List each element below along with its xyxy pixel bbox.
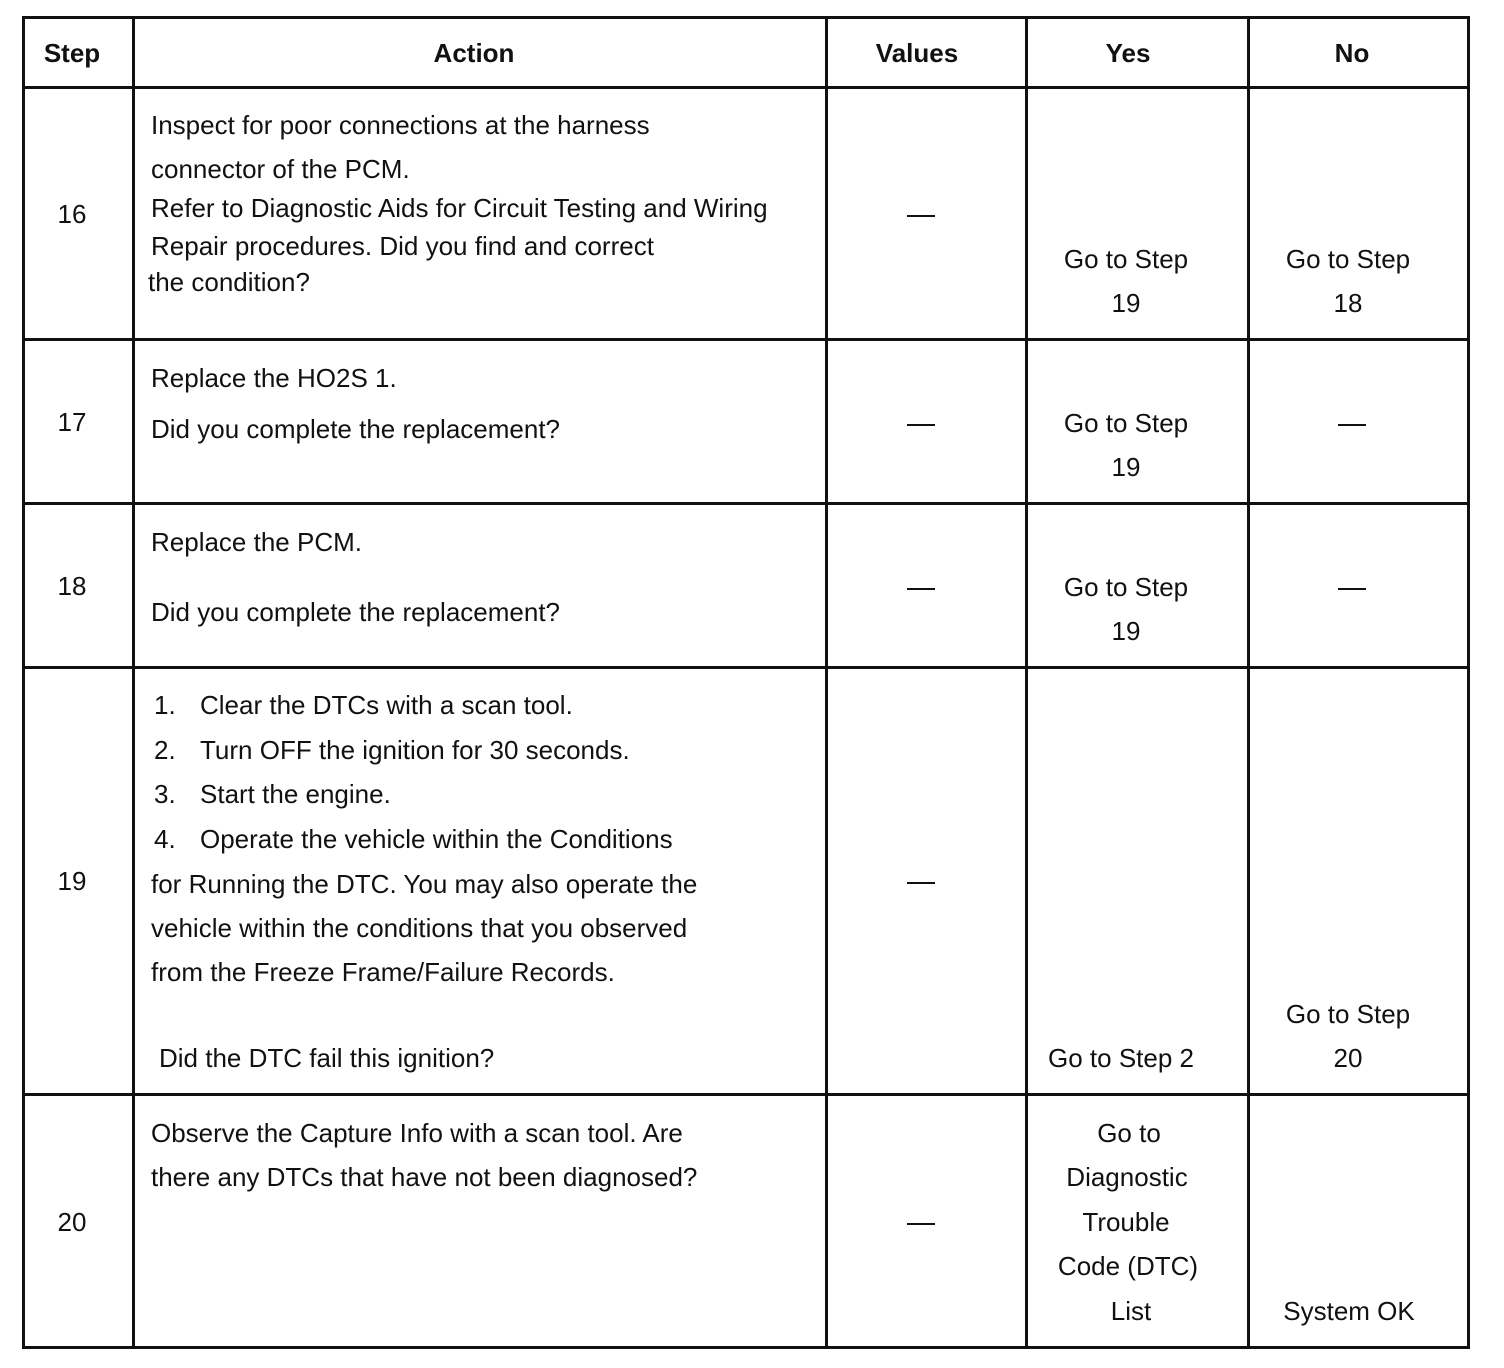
values-dash xyxy=(907,588,935,590)
action-text: vehicle within the conditions that you observed xyxy=(151,913,688,943)
list-number: 1. xyxy=(154,690,176,720)
rule xyxy=(22,502,1470,505)
action-text: there any DTCs that have not been diagnosed? xyxy=(151,1162,698,1192)
list-item: Clear the DTCs with a scan tool. xyxy=(200,690,573,720)
action-text: for Running the DTC. You may also operate the xyxy=(151,869,698,899)
action-text: Refer to Diagnostic Aids for Circuit Testing and Wiring xyxy=(151,193,768,223)
step-number: 19 xyxy=(57,866,87,896)
no-text: 18 xyxy=(1333,288,1363,318)
list-number: 3. xyxy=(154,779,176,809)
header-step: Step xyxy=(43,38,101,68)
yes-text: Go to xyxy=(1097,1118,1161,1148)
yes-text: 19 xyxy=(1111,616,1141,646)
rule xyxy=(1467,16,1470,1349)
rule xyxy=(22,338,1470,341)
step-number: 17 xyxy=(57,407,87,437)
action-text: Did you complete the replacement? xyxy=(151,414,561,444)
rule xyxy=(22,16,1470,19)
values-dash xyxy=(907,1223,935,1225)
yes-text: Go to Step xyxy=(1063,244,1189,274)
yes-text: 19 xyxy=(1111,288,1141,318)
yes-text: Diagnostic xyxy=(1066,1162,1188,1192)
rule xyxy=(22,666,1470,669)
rule xyxy=(132,16,135,1349)
rule xyxy=(22,86,1470,89)
header-no: No xyxy=(1334,38,1370,68)
no-text: System OK xyxy=(1283,1296,1415,1326)
action-text: from the Freeze Frame/Failure Records. xyxy=(151,957,615,987)
values-dash xyxy=(907,215,935,217)
rule xyxy=(22,16,25,1349)
list-item: Turn OFF the ignition for 30 seconds. xyxy=(200,735,630,765)
yes-text: Code (DTC) xyxy=(1057,1251,1199,1281)
header-action: Action xyxy=(433,38,515,68)
header-yes: Yes xyxy=(1105,38,1151,68)
yes-text: Go to Step xyxy=(1063,572,1189,602)
rule xyxy=(22,1093,1470,1096)
list-number: 2. xyxy=(154,735,176,765)
rule xyxy=(22,1346,1470,1349)
rule xyxy=(1025,16,1028,1349)
action-text: connector of the PCM. xyxy=(151,154,410,184)
step-number: 16 xyxy=(57,199,87,229)
step-number: 20 xyxy=(57,1207,87,1237)
yes-text: List xyxy=(1110,1296,1152,1326)
values-dash xyxy=(907,882,935,884)
action-text: Inspect for poor connections at the harness xyxy=(151,110,650,140)
action-text: the condition? xyxy=(148,267,310,297)
action-text: Repair procedures. Did you find and correct xyxy=(151,231,654,261)
action-text: Did you complete the replacement? xyxy=(151,597,561,627)
action-text: Replace the HO2S 1. xyxy=(151,363,397,393)
list-item: Start the engine. xyxy=(200,779,391,809)
values-dash xyxy=(907,424,935,426)
yes-text: Trouble xyxy=(1082,1207,1170,1237)
action-text: Observe the Capture Info with a scan tool. Are xyxy=(151,1118,683,1148)
no-dash xyxy=(1338,588,1366,590)
step-number: 18 xyxy=(57,571,87,601)
rule xyxy=(825,16,828,1349)
yes-text: Go to Step xyxy=(1063,408,1189,438)
list-item: Operate the vehicle within the Conditions xyxy=(200,824,673,854)
yes-text: Go to Step 2 xyxy=(1048,1043,1194,1073)
no-text: Go to Step xyxy=(1285,999,1411,1029)
rule xyxy=(1247,16,1250,1349)
action-text: Did the DTC fail this ignition? xyxy=(159,1043,495,1073)
header-values: Values xyxy=(875,38,959,68)
no-dash xyxy=(1338,424,1366,426)
no-text: Go to Step xyxy=(1285,244,1411,274)
no-text: 20 xyxy=(1333,1043,1363,1073)
action-text: Replace the PCM. xyxy=(151,527,362,557)
yes-text: 19 xyxy=(1111,452,1141,482)
list-number: 4. xyxy=(154,824,176,854)
